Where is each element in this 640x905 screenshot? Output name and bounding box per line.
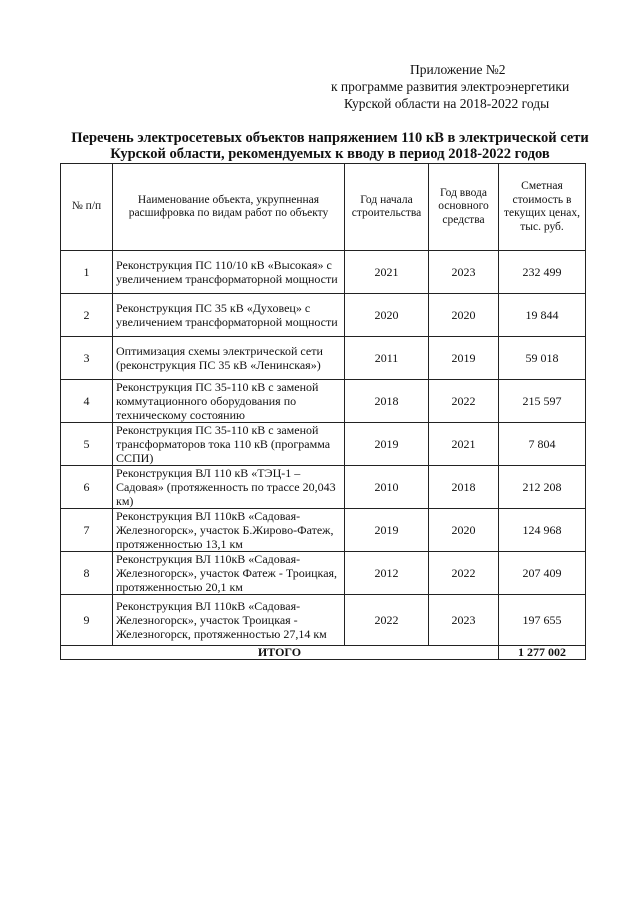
objects-table	[60, 163, 586, 660]
table-row	[61, 552, 586, 595]
row-number: 1	[61, 251, 113, 294]
table-header-row	[61, 164, 586, 251]
appendix-program: к программе развития электроэнергетики	[331, 79, 570, 94]
header-number: № п/п	[61, 164, 113, 251]
table-row	[61, 251, 586, 294]
appendix-header	[300, 61, 600, 112]
row-number: 7	[61, 509, 113, 552]
object-name: Оптимизация схемы электрической сети (реконструкция ПС 35 кВ «Ленинская»)	[113, 337, 345, 380]
header-start-year: Год начала строительства	[345, 164, 429, 251]
start-year: 2022	[345, 595, 429, 646]
row-number: 3	[61, 337, 113, 380]
object-name: Реконструкция ПС 35-110 кВ с заменой трансформаторов тока 110 кВ (программа ССПИ)	[113, 423, 345, 466]
commissioning-year: 2019	[429, 337, 499, 380]
table-row	[61, 294, 586, 337]
start-year: 2020	[345, 294, 429, 337]
estimated-cost: 232 499	[499, 251, 586, 294]
commissioning-year: 2018	[429, 466, 499, 509]
table-row	[61, 595, 586, 646]
header-commissioning-year: Год ввода основного средства	[429, 164, 499, 251]
start-year: 2018	[345, 380, 429, 423]
appendix-number: Приложение №2	[410, 62, 506, 77]
row-number: 9	[61, 595, 113, 646]
object-name: Реконструкция ВЛ 110кВ «Садовая-Железногорск», участок Троицкая - Железногорск, протяженностью 27,14 км	[113, 595, 345, 646]
estimated-cost: 19 844	[499, 294, 586, 337]
start-year: 2010	[345, 466, 429, 509]
start-year: 2019	[345, 509, 429, 552]
total-label: ИТОГО	[61, 646, 499, 660]
start-year: 2011	[345, 337, 429, 380]
total-row	[61, 646, 586, 660]
object-name: Реконструкция ПС 110/10 кВ «Высокая» с увеличением трансформаторной мощности	[113, 251, 345, 294]
commissioning-year: 2022	[429, 552, 499, 595]
appendix-region-years: Курской области на 2018-2022 годы	[344, 96, 550, 111]
row-number: 6	[61, 466, 113, 509]
row-number: 2	[61, 294, 113, 337]
title-line-1: Перечень электросетевых объектов напряжением 110 кВ в электрической сети	[71, 130, 589, 146]
object-name: Реконструкция ПС 35 кВ «Духовец» с увеличением трансформаторной мощности	[113, 294, 345, 337]
table-row	[61, 380, 586, 423]
estimated-cost: 207 409	[499, 552, 586, 595]
estimated-cost: 197 655	[499, 595, 586, 646]
table-row	[61, 337, 586, 380]
title-line-2: Курской области, рекомендуемых к вводу в период 2018-2022 годов	[110, 146, 550, 162]
estimated-cost: 124 968	[499, 509, 586, 552]
table-row	[61, 423, 586, 466]
document-title	[40, 130, 620, 162]
object-name: Реконструкция ПС 35-110 кВ с заменой коммутационного оборудования по техническому состоянию	[113, 380, 345, 423]
estimated-cost: 59 018	[499, 337, 586, 380]
commissioning-year: 2023	[429, 251, 499, 294]
object-name: Реконструкция ВЛ 110кВ «Садовая-Железногорск», участок Б.Жирово-Фатеж, протяженностью 13,1 км	[113, 509, 345, 552]
header-object-name: Наименование объекта, укрупненная расшифровка по видам работ по объекту	[113, 164, 345, 251]
row-number: 5	[61, 423, 113, 466]
table-row	[61, 466, 586, 509]
table-row	[61, 509, 586, 552]
object-name: Реконструкция ВЛ 110кВ «Садовая-Железногорск», участок Фатеж - Троицкая, протяженностью 20,1 км	[113, 552, 345, 595]
row-number: 8	[61, 552, 113, 595]
estimated-cost: 7 804	[499, 423, 586, 466]
start-year: 2012	[345, 552, 429, 595]
header-estimated-cost: Сметная стоимость в текущих ценах, тыс. руб.	[499, 164, 586, 251]
estimated-cost: 212 208	[499, 466, 586, 509]
row-number: 4	[61, 380, 113, 423]
object-name: Реконструкция ВЛ 110 кВ «ТЭЦ-1 – Садовая» (протяженность по трассе 20,043 км)	[113, 466, 345, 509]
start-year: 2019	[345, 423, 429, 466]
commissioning-year: 2020	[429, 509, 499, 552]
commissioning-year: 2020	[429, 294, 499, 337]
estimated-cost: 215 597	[499, 380, 586, 423]
start-year: 2021	[345, 251, 429, 294]
commissioning-year: 2021	[429, 423, 499, 466]
total-value: 1 277 002	[499, 646, 586, 660]
commissioning-year: 2022	[429, 380, 499, 423]
commissioning-year: 2023	[429, 595, 499, 646]
